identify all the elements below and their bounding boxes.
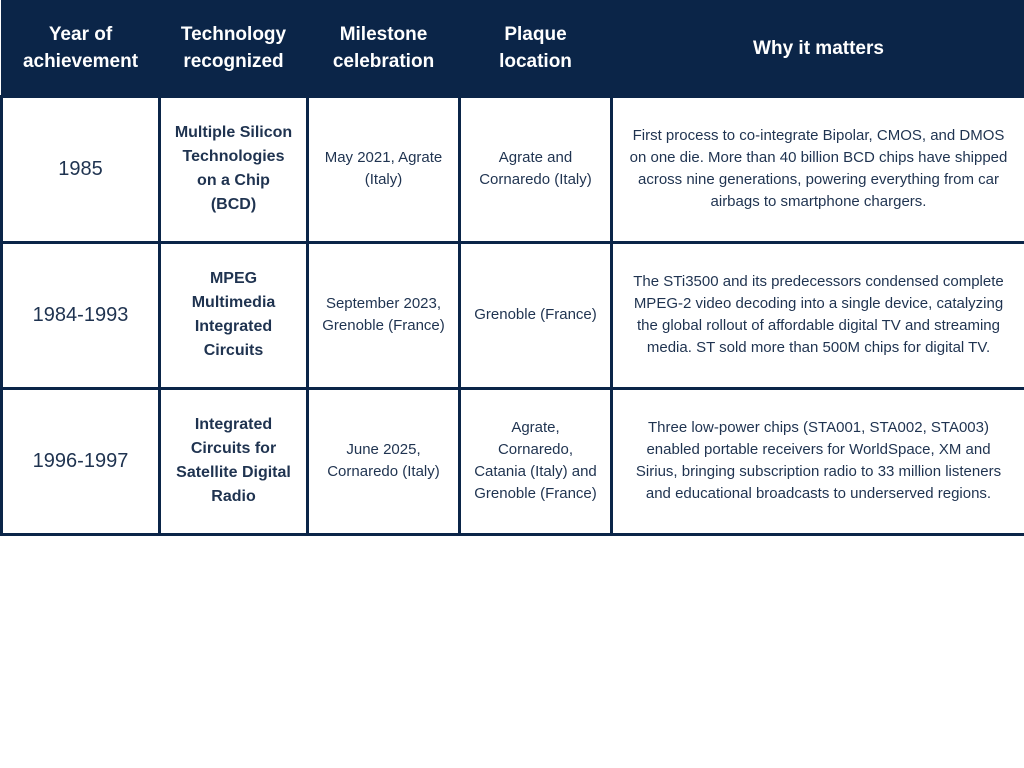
- header-year: Year of achievement: [2, 1, 160, 96]
- table-row: [2, 388, 1024, 534]
- why-cell: First process to co-integrate Bipolar, CMOS, and DMOS on one die. More than 40 billion BCD chips have shipped across nine generations, powering everything from car airbags to smartphone chargers.: [612, 96, 1024, 242]
- year-cell: 1996-1997: [2, 388, 160, 534]
- technology-cell: MPEG Multimedia Integrated Circuits: [160, 242, 308, 388]
- table-row: [2, 96, 1024, 242]
- header-why: Why it matters: [612, 1, 1024, 96]
- table-row: [2, 242, 1024, 388]
- technology-cell: Integrated Circuits for Satellite Digital Radio: [160, 388, 308, 534]
- year-cell: 1984-1993: [2, 242, 160, 388]
- location-cell: Agrate and Cornaredo (Italy): [460, 96, 612, 242]
- technology-cell: Multiple Silicon Technologies on a Chip (BCD): [160, 96, 308, 242]
- celebration-cell: May 2021, Agrate (Italy): [308, 96, 460, 242]
- why-cell: Three low-power chips (STA001, STA002, STA003) enabled portable receivers for WorldSpace, XM and Sirius, bringing subscription radio to 33 million listeners and educational broadcasts to underserved regions.: [612, 388, 1024, 534]
- location-cell: Agrate, Cornaredo, Catania (Italy) and Grenoble (France): [460, 388, 612, 534]
- celebration-cell: September 2023, Grenoble (France): [308, 242, 460, 388]
- location-cell: Grenoble (France): [460, 242, 612, 388]
- table-header-row: [2, 1, 1024, 96]
- year-cell: 1985: [2, 96, 160, 242]
- header-technology: Technology recognized: [160, 1, 308, 96]
- celebration-cell: June 2025, Cornaredo (Italy): [308, 388, 460, 534]
- header-location: Plaque location: [460, 1, 612, 96]
- header-celebration: Milestone celebration: [308, 1, 460, 96]
- why-cell: The STi3500 and its predecessors condensed complete MPEG-2 video decoding into a single device, catalyzing the global rollout of affordable digital TV and streaming media. ST sold more than 500M chips for digital TV.: [612, 242, 1024, 388]
